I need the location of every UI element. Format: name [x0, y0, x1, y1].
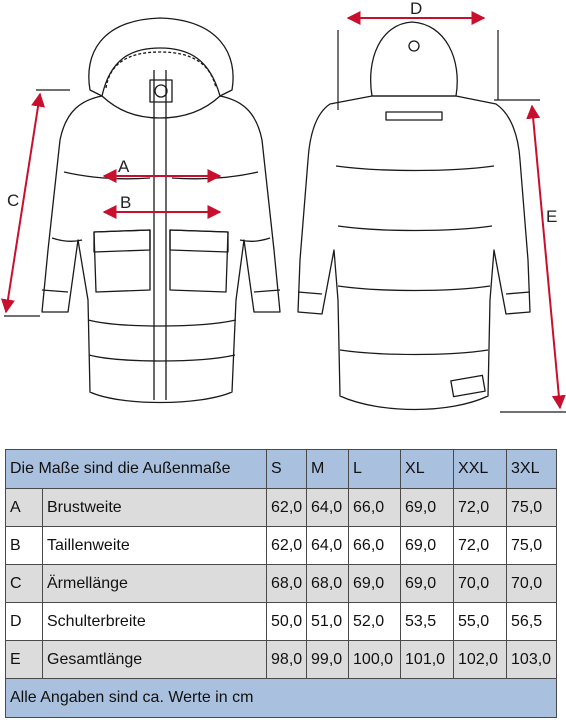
table-cell: 100,0: [349, 641, 401, 679]
table-cell: 51,0: [307, 603, 349, 641]
table-cell: 72,0: [454, 527, 507, 565]
row-key: B: [6, 527, 43, 565]
table-cell: 103,0: [507, 641, 557, 679]
header-size: XXL: [454, 450, 507, 489]
table-cell: 69,0: [401, 565, 454, 603]
table-cell: 55,0: [454, 603, 507, 641]
row-measure: Brustweite: [43, 489, 267, 527]
table-cell: 52,0: [349, 603, 401, 641]
table-footer-row: [6, 679, 557, 718]
table-cell: 62,0: [267, 489, 307, 527]
table-row: [6, 603, 557, 641]
table-cell: 69,0: [401, 527, 454, 565]
table-cell: 75,0: [507, 489, 557, 527]
table-cell: 56,5: [507, 603, 557, 641]
row-measure: Ärmellänge: [43, 565, 267, 603]
table-cell: 66,0: [349, 489, 401, 527]
table-cell: 75,0: [507, 527, 557, 565]
header-size: 3XL: [507, 450, 557, 489]
table-cell: 53,5: [401, 603, 454, 641]
arrow-e: [532, 106, 560, 408]
table-cell: 64,0: [307, 527, 349, 565]
header-size: XL: [401, 450, 454, 489]
row-key: D: [6, 603, 43, 641]
row-key: C: [6, 565, 43, 603]
back-jacket-drawing: [298, 22, 530, 410]
table-cell: 99,0: [307, 641, 349, 679]
table-cell: 70,0: [454, 565, 507, 603]
table-cell: 101,0: [401, 641, 454, 679]
table-cell: 102,0: [454, 641, 507, 679]
table-cell: 72,0: [454, 489, 507, 527]
header-size: S: [267, 450, 307, 489]
table-cell: 66,0: [349, 527, 401, 565]
row-measure: Taillenweite: [43, 527, 267, 565]
front-jacket-drawing: [42, 18, 280, 403]
table-row: [6, 527, 557, 565]
table-row: [6, 565, 557, 603]
table-cell: 68,0: [267, 565, 307, 603]
label-b: B: [120, 193, 132, 212]
table-cell: 70,0: [507, 565, 557, 603]
row-key: A: [6, 489, 43, 527]
label-e: E: [546, 207, 558, 226]
footer-note: Alle Angaben sind ca. Werte in cm: [6, 679, 557, 718]
table-cell: 64,0: [307, 489, 349, 527]
table-cell: 50,0: [267, 603, 307, 641]
table-cell: 62,0: [267, 527, 307, 565]
size-table: [5, 449, 557, 718]
row-measure: Gesamtlänge: [43, 641, 267, 679]
label-c: C: [7, 191, 20, 210]
label-a: A: [118, 157, 130, 176]
table-row: [6, 641, 557, 679]
row-measure: Schulterbreite: [43, 603, 267, 641]
table-cell: 68,0: [307, 565, 349, 603]
table-header-row: [6, 450, 557, 489]
header-size: L: [349, 450, 401, 489]
table-cell: 69,0: [349, 565, 401, 603]
table-cell: 69,0: [401, 489, 454, 527]
header-size: M: [307, 450, 349, 489]
header-caption: Die Maße sind die Außenmaße: [6, 450, 267, 489]
table-cell: 98,0: [267, 641, 307, 679]
label-d: D: [410, 0, 423, 18]
row-key: E: [6, 641, 43, 679]
table-row: [6, 489, 557, 527]
